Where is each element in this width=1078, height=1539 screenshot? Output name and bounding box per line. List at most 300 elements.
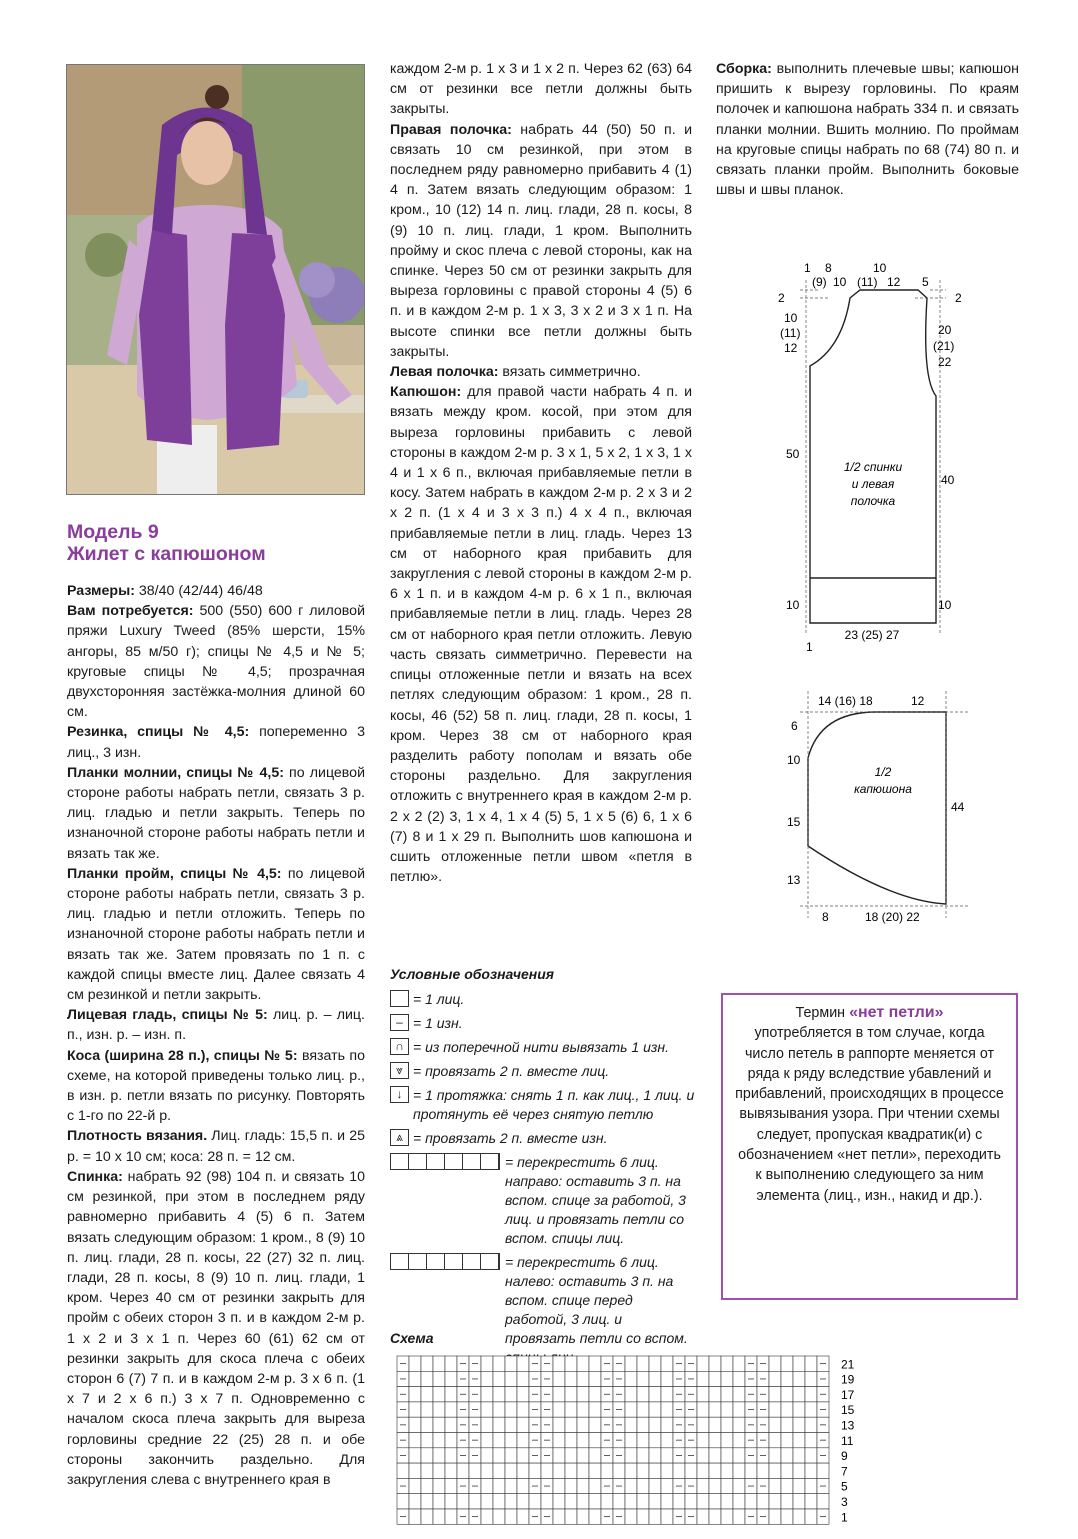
chart-cell xyxy=(553,1448,565,1463)
chart-cell xyxy=(625,1494,637,1509)
chart-cell xyxy=(697,1433,709,1448)
body-dim-top-5: 10 xyxy=(833,275,847,289)
chart-cell xyxy=(433,1371,445,1386)
chart-cell xyxy=(793,1387,805,1402)
chart-cell xyxy=(793,1402,805,1417)
chart-cell xyxy=(697,1356,709,1371)
model-photo xyxy=(66,64,365,495)
chart-cell xyxy=(577,1356,589,1371)
chart-cell xyxy=(589,1433,601,1448)
chart-cell xyxy=(457,1494,469,1509)
chart-cell xyxy=(481,1417,493,1432)
hood-dim-left-6: 6 xyxy=(791,719,798,733)
chart-cell xyxy=(421,1463,433,1478)
knit-symbol-icon xyxy=(390,990,409,1007)
chart-cell xyxy=(769,1433,781,1448)
chart-cell xyxy=(433,1494,445,1509)
chart-cell xyxy=(505,1433,517,1448)
chart-cell xyxy=(433,1387,445,1402)
chart-cell xyxy=(661,1402,673,1417)
make-one-symbol-icon: ∩ xyxy=(390,1038,409,1055)
chart-cell xyxy=(793,1371,805,1386)
chart-cell xyxy=(505,1448,517,1463)
body-dim-right-2: 2 xyxy=(955,291,962,305)
chart-cell xyxy=(673,1463,685,1478)
chart-cell xyxy=(421,1478,433,1493)
chart-cell xyxy=(625,1356,637,1371)
chart-cell xyxy=(529,1463,541,1478)
chart-cell xyxy=(721,1509,733,1524)
chart-cell xyxy=(817,1463,829,1478)
chart-cell xyxy=(709,1448,721,1463)
chart-cell xyxy=(697,1463,709,1478)
chart-cell xyxy=(433,1402,445,1417)
chart-cell xyxy=(781,1494,793,1509)
chart-cell xyxy=(553,1387,565,1402)
chart-cell xyxy=(409,1463,421,1478)
chart-cell xyxy=(445,1387,457,1402)
chart-cell xyxy=(613,1463,625,1478)
chart-cell xyxy=(709,1494,721,1509)
chart-cell xyxy=(445,1509,457,1524)
chart-cell xyxy=(553,1509,565,1524)
chart-cell xyxy=(409,1509,421,1524)
body-dim-top-8: 5 xyxy=(922,275,929,289)
chart-cell xyxy=(781,1433,793,1448)
chart-cell xyxy=(793,1433,805,1448)
chart-cell xyxy=(421,1417,433,1432)
chart-cell xyxy=(565,1494,577,1509)
chart-cell xyxy=(649,1478,661,1493)
chart-cell xyxy=(517,1433,529,1448)
chart-cell xyxy=(625,1387,637,1402)
chart-cell xyxy=(661,1448,673,1463)
chart-cell xyxy=(553,1417,565,1432)
chart-cell xyxy=(649,1356,661,1371)
chart-cell xyxy=(637,1433,649,1448)
body-dim-right-20: 20 xyxy=(938,323,952,337)
text-column-1 xyxy=(67,581,365,1490)
chart-cell xyxy=(541,1494,553,1509)
chart-row-number: 15 xyxy=(841,1403,855,1418)
chart-cell xyxy=(697,1387,709,1402)
hood-dim-bottom-2: 18 (20) 22 xyxy=(865,910,920,924)
chart-cell xyxy=(409,1371,421,1386)
chart-cell xyxy=(661,1463,673,1478)
chart-cell xyxy=(733,1433,745,1448)
chart-cell xyxy=(769,1387,781,1402)
chart-cell xyxy=(445,1356,457,1371)
chart-cell xyxy=(733,1494,745,1509)
chart-cell xyxy=(721,1448,733,1463)
chart-cell xyxy=(577,1463,589,1478)
purl-symbol-icon: – xyxy=(390,1014,409,1031)
chart-cell xyxy=(625,1417,637,1432)
chart-cell xyxy=(637,1402,649,1417)
chart-cell xyxy=(805,1478,817,1493)
chart-cell xyxy=(685,1494,697,1509)
chart-row-number: 13 xyxy=(841,1418,855,1433)
chart-cell xyxy=(805,1402,817,1417)
chart-cell xyxy=(505,1387,517,1402)
chart-cell xyxy=(565,1433,577,1448)
legend-row-purl: – = 1 изн. xyxy=(390,1014,695,1033)
chart-cell xyxy=(481,1478,493,1493)
chart-cell xyxy=(769,1356,781,1371)
chart-cell xyxy=(409,1402,421,1417)
chart-cell xyxy=(577,1509,589,1524)
chart-cell xyxy=(553,1402,565,1417)
chart-cell xyxy=(649,1371,661,1386)
chart-cell xyxy=(445,1371,457,1386)
chart-cell xyxy=(481,1402,493,1417)
chart-cell xyxy=(721,1387,733,1402)
chart-cell xyxy=(733,1478,745,1493)
paragraph-gauge: Плотность вязания. Лиц. гладь: 15,5 п. и 25 р. = 10 х 10 см; коса: 28 п. = 12 см. xyxy=(67,1128,365,1165)
chart-cell xyxy=(709,1478,721,1493)
chart-cell xyxy=(769,1509,781,1524)
chart-cell xyxy=(649,1402,661,1417)
chart-cell xyxy=(493,1509,505,1524)
chart-cell xyxy=(733,1371,745,1386)
legend-row-p2tog: ⩓ = провязать 2 п. вместе изн. xyxy=(390,1129,695,1148)
body-dim-top-6: (11) xyxy=(857,275,878,289)
chart-cell xyxy=(409,1448,421,1463)
hood-dim-bottom-1: 8 xyxy=(822,910,829,924)
chart-cell xyxy=(589,1387,601,1402)
chart-cell xyxy=(709,1433,721,1448)
legend-row-cable-left: = перекрестить 6 лиц. налево: оставить 3 п. на вспом. спице перед работой, 3 лиц. и провязать петли со вспом. xyxy=(390,1253,695,1367)
chart-cell xyxy=(445,1402,457,1417)
body-dim-top-1: 1 xyxy=(804,261,811,275)
chart-cell xyxy=(601,1463,613,1478)
chart-cell xyxy=(733,1448,745,1463)
chart-row-number: 3 xyxy=(841,1495,848,1509)
model-number: Модель 9 xyxy=(67,521,159,543)
chart-cell xyxy=(553,1494,565,1509)
legend xyxy=(390,990,695,1372)
hood-dim-top-1: 14 (16) 18 xyxy=(818,694,873,708)
chart-cell xyxy=(625,1402,637,1417)
paragraph-hood: Капюшон: для правой части набрать 4 п. и вязать между кром. косой, при этом для выреза горловины прибавить с левой стороны в каждом 2-м р. 3 х 1, 5 х 2, 1 х 3, 1 х 4 и 1 х 6 п., включая прибавляемые петли в косу. Затем набрать в каждом 2-м р. 2 х 3 и 2 х 2 п. (1 х 4 и 3 х 3 п.) 4 х 4 п., включая прибавляемые петли в лиц. гладь. Через 13 см от наборного края прибавить для закругления с левой стороны в каждом 2-м р. 6 х 1 п. и в каждом 4-м р. 6 х 1 п., включая прибавляемые петли в лиц. гладь. Через 28 см от наборного края петли отложить. Левую часть связать симметрично. Перевести на спицы отложенные петли и вязать на всех петлях следующим образом: 1 кром., 28 п. косы, 46 (52) 58 п. лиц. глади, 28 п. косы, 1 кром. Через 38 см от наборного края разделить работу пополам и вязать обе стороны раздельно. Для закругления отложить с внутреннего края в каждом 2-м р. 2 х 2 (2) 3, 1 х 4, 1 х 4 (5) 5, 1 х 5 (6) 6, 1 х 6 (7) 8 и 1 х 29 п. Выполнить шов капюшона и сшить отложенные петли швом «петля в петлю». xyxy=(390,384,692,886)
chart-cell xyxy=(517,1356,529,1371)
chart-cell xyxy=(505,1478,517,1493)
chart-cell xyxy=(805,1356,817,1371)
hood-label-1: 1/2 xyxy=(874,765,892,779)
chart-cell xyxy=(421,1448,433,1463)
chart-cell xyxy=(577,1417,589,1432)
chart-cell xyxy=(565,1509,577,1524)
legend-title: Условные обозначения xyxy=(390,966,555,982)
knitting-chart xyxy=(395,1354,865,1526)
chart-cell xyxy=(421,1387,433,1402)
hood-dim-left-15: 15 xyxy=(787,815,801,829)
chart-cell xyxy=(409,1478,421,1493)
chart-cell xyxy=(661,1417,673,1432)
chart-cell xyxy=(721,1417,733,1432)
cable-right-symbol-icon xyxy=(390,1153,500,1170)
chart-cell xyxy=(745,1463,757,1478)
body-dim-right-40: 40 xyxy=(941,473,955,487)
chart-cell xyxy=(781,1387,793,1402)
chart-row-number: 7 xyxy=(841,1464,848,1479)
chart-cell xyxy=(577,1402,589,1417)
paragraph-zip-bands: Планки молнии, спицы № 4,5: по лицевой стороне работы набрать петли, связать 3 р. лиц. гладью и петли закрыть. Теперь по изнаночной стороне работы набрать петли и вязать так же. xyxy=(67,764,365,862)
k2tog-symbol-icon: ⩔ xyxy=(390,1062,409,1079)
chart-row-number: 17 xyxy=(841,1387,855,1402)
chart-cell xyxy=(637,1448,649,1463)
chart-cell xyxy=(757,1494,769,1509)
p2tog-symbol-icon: ⩓ xyxy=(390,1129,409,1146)
chart-cell xyxy=(481,1463,493,1478)
chart-cell xyxy=(517,1417,529,1432)
chart-cell xyxy=(421,1356,433,1371)
chart-cell xyxy=(769,1417,781,1432)
chart-cell xyxy=(589,1478,601,1493)
chart-cell xyxy=(493,1356,505,1371)
chart-cell xyxy=(805,1433,817,1448)
chart-cell xyxy=(565,1448,577,1463)
chart-cell xyxy=(565,1478,577,1493)
chart-cell xyxy=(697,1417,709,1432)
paragraph-armhole-bands: Планки пройм, спицы № 4,5: по лицевой стороне работы набрать петли, связать 3 р. лиц. гладью и петли отложить. Теперь по изнаночной стороне работы набрать петли и вязать так же. Затем провязать по 1 п. с каждой спицы вместе лиц. Далее связать 4 см резинкой и петли закрыть. xyxy=(67,865,365,1004)
chart-cell xyxy=(637,1478,649,1493)
text-column-3 xyxy=(716,59,1019,200)
chart-cell xyxy=(433,1356,445,1371)
chart-cell xyxy=(433,1448,445,1463)
chart-cell xyxy=(637,1387,649,1402)
chart-cell xyxy=(697,1494,709,1509)
body-dim-left-2: 2 xyxy=(778,291,785,305)
chart-cell xyxy=(565,1402,577,1417)
note-body: употребляется в том случае, когда число петель в раппорте меняется от ряда к ряду вследствие убавлений и прибавлений, происходящих в процессе вывязывания узора. При чтении схемы следует, пропуская квадратик(и) с обозначением «нет петли», переходить к выполнению следующего за ним элемента (лиц., изн., накид и др.). xyxy=(735,1025,1004,1204)
ssk-symbol-icon: ↓ xyxy=(390,1086,409,1103)
chart-cell xyxy=(481,1387,493,1402)
chart-cell xyxy=(433,1509,445,1524)
chart-cell xyxy=(745,1494,757,1509)
chart-cell xyxy=(481,1433,493,1448)
body-dim-top-3: 10 xyxy=(873,261,887,275)
chart-cell xyxy=(721,1402,733,1417)
chart-cell xyxy=(517,1371,529,1386)
chart-cell xyxy=(673,1494,685,1509)
chart-cell xyxy=(529,1494,541,1509)
legend-row-knit: = 1 лиц. xyxy=(390,990,695,1009)
chart-cell xyxy=(505,1494,517,1509)
chart-cell xyxy=(781,1371,793,1386)
chart-cell xyxy=(421,1509,433,1524)
chart-cell xyxy=(493,1417,505,1432)
chart-cell xyxy=(493,1463,505,1478)
chart-cell xyxy=(517,1494,529,1509)
chart-cell xyxy=(613,1494,625,1509)
chart-cell xyxy=(625,1371,637,1386)
paragraph-back-cont: каждом 2-м р. 1 х 3 и 1 х 2 п. Через 62 (63) 64 см от резинки все петли должны быть закрыты. xyxy=(390,61,692,118)
chart-cell xyxy=(709,1387,721,1402)
chart-cell xyxy=(709,1402,721,1417)
legend-row-ssk: ↓ = 1 протяжка: снять 1 п. как лиц., 1 лиц. и протянуть её через снятую петлю xyxy=(390,1086,695,1124)
chart-cell xyxy=(805,1448,817,1463)
chart-cell xyxy=(433,1433,445,1448)
chart-cell xyxy=(661,1494,673,1509)
chart-cell xyxy=(577,1433,589,1448)
paragraph-assembly: Сборка: выполнить плечевые швы; капюшон пришить к вырезу горловины. По краям полочек и капюшона набрать 334 п. и связать планки молнии. Вшить молнию. По проймам на круговые спицы набрать по 68 (74) 80 п. и связать планки пройм. Выполнить боковые швы и швы планок. xyxy=(716,61,1019,199)
chart-cell xyxy=(781,1448,793,1463)
body-dim-bottom: 23 (25) 27 xyxy=(844,628,900,642)
chart-cell xyxy=(589,1371,601,1386)
chart-cell xyxy=(637,1356,649,1371)
chart-cell xyxy=(709,1417,721,1432)
chart-row-number: 19 xyxy=(841,1372,855,1387)
paragraph-right-front: Правая полочка: набрать 44 (50) 50 п. и связать 10 см резинкой, при этом в последнем ряду равномерно прибавить 4 (1) 4 п. Затем вязать следующим образом: 1 кром., 10 (12) 14 п. лиц. глади, 28 п. косы, 8 (9) 10 п. лиц. глади, 1 кром. Выполнить пройму и скос плеча с левой стороны, как на спинке. Через 50 см от резинки закрыть для выреза горловины с правой стороны 4 (5) 6 п. и в каждом 2-м р. 1 х 3, 3 х 2 и 3 х 1 п. На высоте спинки все петли должны быть закрыты. xyxy=(390,121,693,360)
chart-cell xyxy=(493,1433,505,1448)
chart-cell xyxy=(565,1371,577,1386)
chart-cell xyxy=(805,1509,817,1524)
chart-cell xyxy=(625,1448,637,1463)
chart-cell xyxy=(817,1494,829,1509)
chart-cell xyxy=(649,1494,661,1509)
chart-cell xyxy=(757,1463,769,1478)
chart-cell xyxy=(577,1371,589,1386)
paragraph-rib: Резинка, спицы № 4,5: попеременно 3 лиц., 3 изн. xyxy=(67,724,365,761)
chart-cell xyxy=(721,1356,733,1371)
chart-cell xyxy=(577,1478,589,1493)
chart-cell xyxy=(649,1433,661,1448)
chart-cell xyxy=(769,1371,781,1386)
body-dim-right-21: (21) xyxy=(933,339,955,353)
body-dim-top-4: (9) xyxy=(812,275,827,289)
body-dim-right-22: 22 xyxy=(938,355,952,369)
chart-cell xyxy=(433,1417,445,1432)
chart-cell xyxy=(433,1478,445,1493)
chart-cell xyxy=(577,1494,589,1509)
chart-cell xyxy=(493,1371,505,1386)
chart-cell xyxy=(517,1387,529,1402)
chart-cell xyxy=(637,1509,649,1524)
chart-cell xyxy=(769,1448,781,1463)
chart-cell xyxy=(733,1463,745,1478)
chart-cell xyxy=(733,1402,745,1417)
chart-cell xyxy=(445,1417,457,1432)
chart-cell xyxy=(421,1433,433,1448)
chart-cell xyxy=(649,1509,661,1524)
model-name: Жилет с капюшоном xyxy=(67,543,266,565)
chart-cell xyxy=(685,1463,697,1478)
chart-cell xyxy=(697,1509,709,1524)
chart-cell xyxy=(637,1494,649,1509)
chart-cell xyxy=(733,1509,745,1524)
model-photo-illustration xyxy=(67,65,364,494)
chart-cell xyxy=(721,1371,733,1386)
paragraph-stockinette: Лицевая гладь, спицы № 5: лиц. р. – лиц. п., изн. р. – изн. п. xyxy=(67,1007,365,1044)
chart-cell xyxy=(481,1356,493,1371)
chart-cell xyxy=(481,1494,493,1509)
chart-cell xyxy=(805,1417,817,1432)
chart-cell xyxy=(793,1509,805,1524)
chart-cell xyxy=(781,1463,793,1478)
chart-cell xyxy=(553,1371,565,1386)
chart-cell xyxy=(517,1448,529,1463)
body-dim-left-10b: 10 xyxy=(786,598,800,612)
chart-cell xyxy=(697,1448,709,1463)
chart-cell xyxy=(781,1356,793,1371)
chart-cell xyxy=(481,1448,493,1463)
chart-cell xyxy=(565,1387,577,1402)
chart-cell xyxy=(721,1433,733,1448)
body-label-3: полочка xyxy=(850,494,896,508)
hood-label-2: капюшона xyxy=(854,782,912,796)
chart-cell xyxy=(457,1463,469,1478)
body-dim-bottom-1: 1 xyxy=(806,640,813,654)
chart-cell xyxy=(505,1371,517,1386)
hood-dim-left-13: 13 xyxy=(787,873,801,887)
chart-cell xyxy=(589,1448,601,1463)
chart-cell xyxy=(781,1402,793,1417)
chart-cell xyxy=(805,1463,817,1478)
chart-cell xyxy=(565,1463,577,1478)
body-label-1: 1/2 спинки xyxy=(843,460,903,474)
chart-cell xyxy=(397,1494,409,1509)
chart-cell xyxy=(805,1371,817,1386)
chart-cell xyxy=(517,1463,529,1478)
model-title xyxy=(67,521,266,565)
chart-cell xyxy=(709,1356,721,1371)
chart-cell xyxy=(409,1494,421,1509)
chart-cell xyxy=(445,1494,457,1509)
chart-cell xyxy=(769,1463,781,1478)
chart-cell xyxy=(637,1417,649,1432)
chart-cell xyxy=(505,1463,517,1478)
chart-cell xyxy=(709,1371,721,1386)
chart-cell xyxy=(469,1463,481,1478)
chart-cell xyxy=(793,1463,805,1478)
chart-cell xyxy=(493,1448,505,1463)
chart-cell xyxy=(697,1371,709,1386)
body-schematic xyxy=(770,258,1000,658)
chart-row-number: 21 xyxy=(841,1357,855,1372)
hood-dim-right-44: 44 xyxy=(951,800,965,814)
chart-cell xyxy=(517,1509,529,1524)
chart-cell xyxy=(565,1417,577,1432)
chart-cell xyxy=(709,1463,721,1478)
chart-cell xyxy=(781,1417,793,1432)
body-dim-top-7: 12 xyxy=(887,275,901,289)
chart-row-number: 1 xyxy=(841,1510,848,1525)
chart-cell xyxy=(577,1387,589,1402)
hood-dim-left-10: 10 xyxy=(787,753,801,767)
chart-cell xyxy=(649,1387,661,1402)
chart-row-number: 9 xyxy=(841,1449,848,1464)
chart-cell xyxy=(541,1463,553,1478)
chart-cell xyxy=(493,1387,505,1402)
paragraph-back: Спинка: набрать 92 (98) 104 п. и связать 10 см резинкой, при этом в последнем ряду равномерно прибавить 4 (5) 6 п. Затем вязать следующим образом: 1 кром., 8 (9) 10 п. лиц. глади, 28 п. косы, 22 (27) 32 п. лиц. глади, 28 п. косы, 8 (9) 10 п. лиц. глади, 1 кром. Через 40 см от резинки закрыть для пройм с обеих сторон 3 п. и в каждом 2-м р. 1 х 2 и 3 х 1 п. Через 60 (61) 62 см от резинки закрыть для скоса плеча с обеих сторон 6 (7) 7 п. и в каждом 2-м р. 3 х 6 п. (1 х 7 и 2 х 6 п.) 3 х 7 п. Одновременно с началом скоса плеча закрыть для выреза горловины средние 22 (25) 28 п. и обе стороны закончить раздельно. Для закругления слева с внутреннего края в xyxy=(67,1168,365,1488)
chart-cell xyxy=(721,1463,733,1478)
legend-row-make-one: ∩ = из поперечной нити вывязать 1 изн. xyxy=(390,1038,695,1057)
note-box xyxy=(721,993,1018,1300)
chart-cell xyxy=(397,1463,409,1478)
chart-cell xyxy=(733,1356,745,1371)
chart-cell xyxy=(781,1509,793,1524)
chart-cell xyxy=(589,1402,601,1417)
chart-cell xyxy=(709,1509,721,1524)
chart-cell xyxy=(589,1463,601,1478)
chart-cell xyxy=(637,1463,649,1478)
text-column-2 xyxy=(390,59,692,887)
chart-cell xyxy=(805,1494,817,1509)
chart-cell xyxy=(445,1433,457,1448)
chart-cell xyxy=(553,1478,565,1493)
chart-cell xyxy=(625,1463,637,1478)
